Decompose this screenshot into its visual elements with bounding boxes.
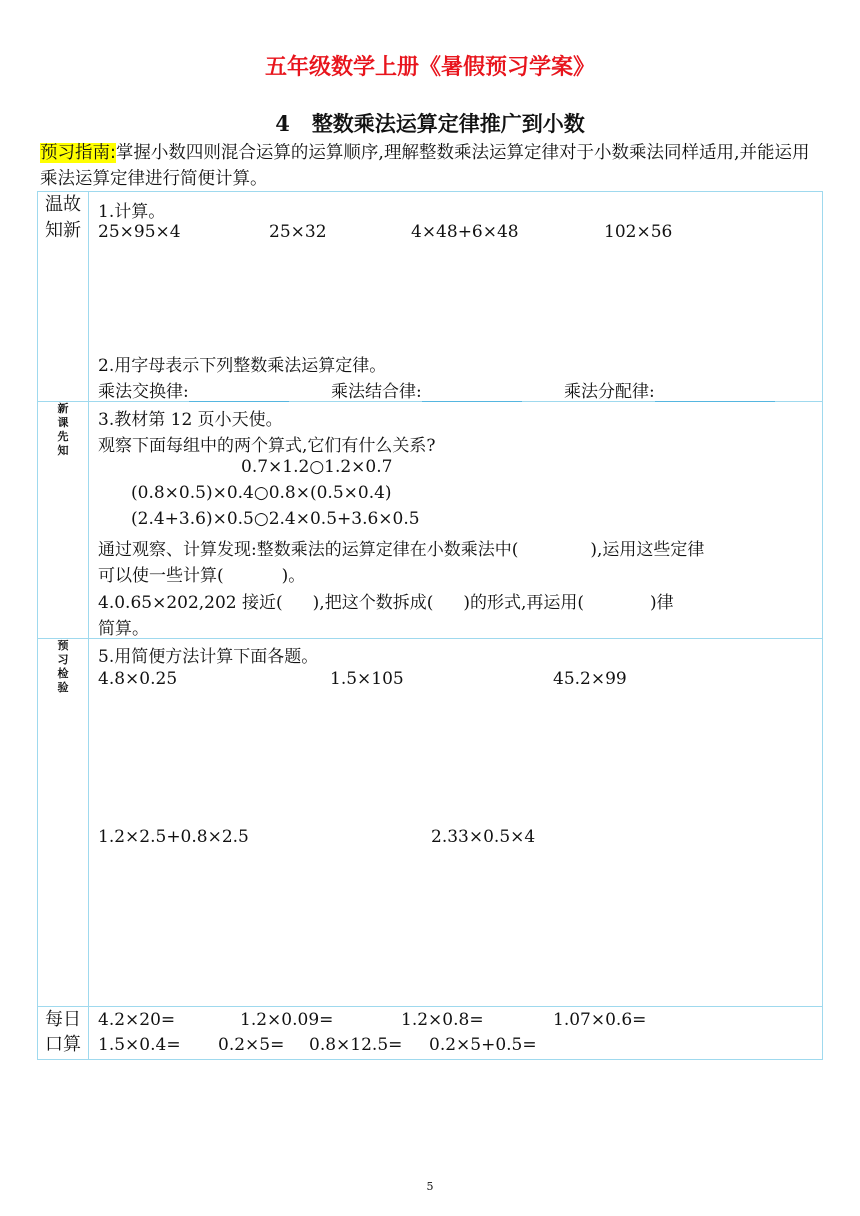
page-number: 5 bbox=[426, 1180, 434, 1193]
q5-item: 2.33×0.5×4 bbox=[431, 827, 536, 847]
q3-prompt: 观察下面每组中的两个算式,它们有什么关系? bbox=[98, 436, 436, 456]
new-label: 新课先知 bbox=[57, 402, 69, 457]
q2-title: 2.用字母表示下列整数乘法运算定律。 bbox=[98, 356, 387, 376]
q4-line: 4.0.65×202,202 接近( ),把这个数拆成( )的形式,再运用( )律 bbox=[98, 593, 674, 613]
daily-item: 1.07×0.6= bbox=[553, 1010, 647, 1030]
q3-conclusion: 通过观察、计算发现:整数乘法的运算定律在小数乘法中( ),运用这些定律 bbox=[98, 540, 705, 560]
answer-blank[interactable] bbox=[655, 383, 775, 402]
page-title: 五年级数学上册《暑假预习学案》 bbox=[264, 55, 595, 80]
q3-title: 3.教材第 12 页小天使。 bbox=[98, 410, 283, 430]
q1-item: 102×56 bbox=[604, 222, 673, 242]
review-content bbox=[89, 192, 823, 402]
q5-item: 4.8×0.25 bbox=[98, 669, 178, 689]
q3-expression: 0.7×1.2○1.2×0.7 bbox=[241, 457, 393, 477]
daily-label-cell bbox=[38, 1007, 89, 1060]
q3-conclusion-2: 可以使一些计算( )。 bbox=[98, 566, 306, 586]
lesson-heading bbox=[0, 108, 860, 138]
daily-item: 4.2×20= bbox=[98, 1010, 176, 1030]
q1-item: 4×48+6×48 bbox=[411, 222, 519, 242]
review-label: 温故知新 bbox=[45, 194, 81, 241]
daily-content bbox=[89, 1007, 823, 1060]
preview-guide bbox=[40, 140, 820, 192]
daily-row bbox=[38, 1007, 823, 1060]
check-label-cell bbox=[38, 639, 89, 1007]
check-content bbox=[89, 639, 823, 1007]
lesson-title: 整数乘法运算定律推广到小数 bbox=[311, 112, 585, 136]
daily-item: 0.2×5+0.5= bbox=[429, 1035, 537, 1055]
new-content bbox=[89, 402, 823, 639]
q1-item: 25×32 bbox=[269, 222, 327, 242]
q1-title: 1.计算。 bbox=[98, 202, 166, 222]
new-label-cell bbox=[38, 402, 89, 639]
daily-item: 1.2×0.09= bbox=[240, 1010, 334, 1030]
q3-expression: (0.8×0.5)×0.4○0.8×(0.5×0.4) bbox=[131, 483, 392, 503]
q5-item: 1.2×2.5+0.8×2.5 bbox=[98, 827, 249, 847]
q5-item: 45.2×99 bbox=[553, 669, 627, 689]
q3-expression: (2.4+3.6)×0.5○2.4×0.5+3.6×0.5 bbox=[131, 509, 420, 529]
daily-item: 1.2×0.8= bbox=[401, 1010, 484, 1030]
new-row bbox=[38, 402, 823, 639]
guide-tag: 预习指南: bbox=[40, 143, 116, 163]
daily-label: 每日口算 bbox=[45, 1009, 81, 1055]
q4-line-2: 简算。 bbox=[98, 619, 149, 639]
daily-item: 0.8×12.5= bbox=[309, 1035, 403, 1055]
check-label: 预习检验 bbox=[57, 639, 69, 694]
law-commutative: 乘法交换律: bbox=[98, 377, 289, 402]
q5-title: 5.用简便方法计算下面各题。 bbox=[98, 647, 319, 667]
law-associative: 乘法结合律: bbox=[331, 377, 522, 402]
answer-blank[interactable] bbox=[422, 383, 522, 402]
daily-item: 0.2×5= bbox=[218, 1035, 285, 1055]
review-label-cell bbox=[38, 192, 89, 402]
law-distributive: 乘法分配律: bbox=[564, 377, 775, 402]
guide-text: 掌握小数四则混合运算的运算顺序,理解整数乘法运算定律对于小数乘法同样适用,并能运用乘法运算定律进行简便计算。 bbox=[40, 143, 810, 189]
daily-item: 1.5×0.4= bbox=[98, 1035, 181, 1055]
lesson-number: 4 bbox=[275, 111, 290, 136]
answer-blank[interactable] bbox=[189, 383, 289, 402]
review-row bbox=[38, 192, 823, 402]
q1-item: 25×95×4 bbox=[98, 222, 181, 242]
worksheet-table bbox=[37, 191, 823, 1060]
q5-item: 1.5×105 bbox=[330, 669, 404, 689]
check-row bbox=[38, 639, 823, 1007]
